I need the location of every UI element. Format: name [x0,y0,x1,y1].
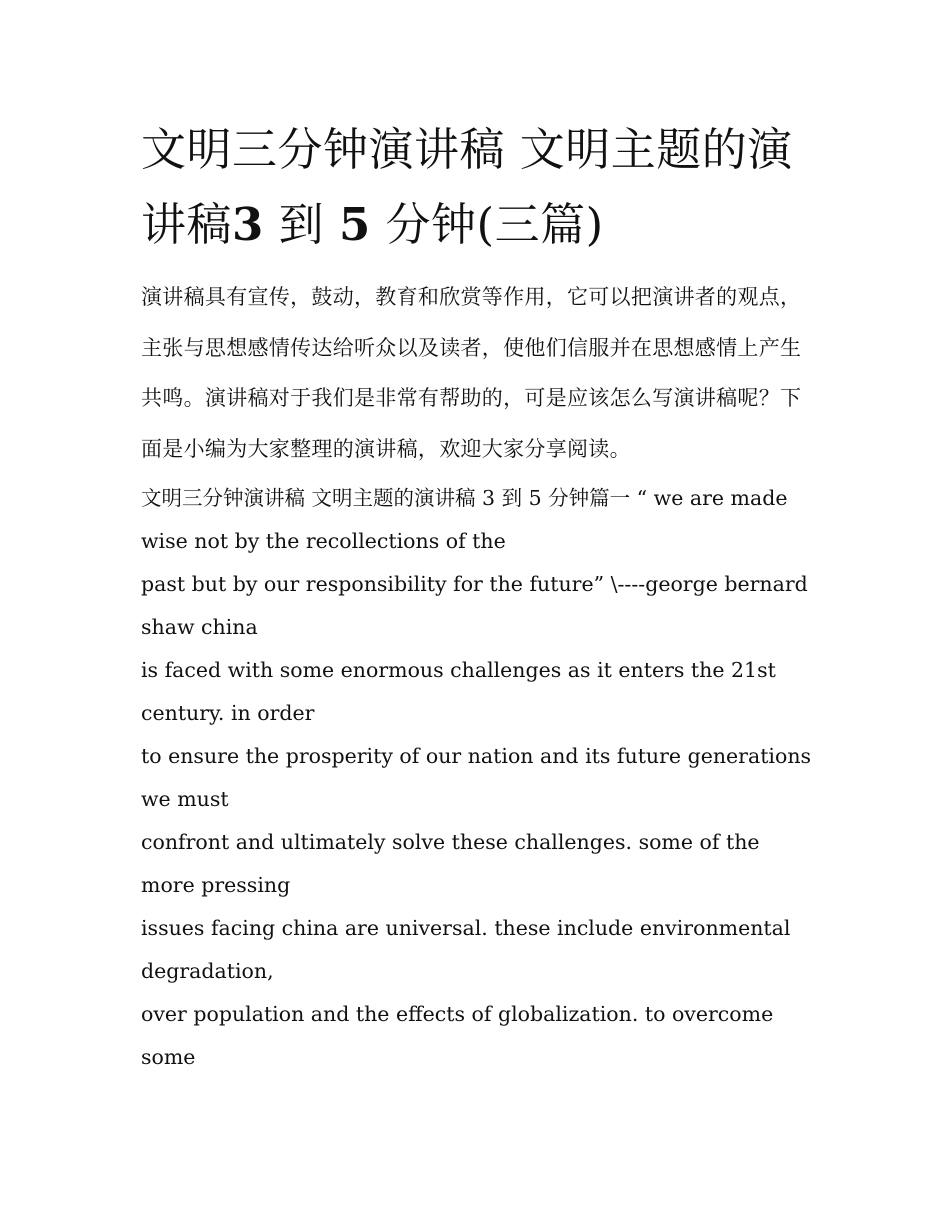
document-page [141,112,813,1079]
body-line: is faced with some enormous challenges as it enters the 21st century. in order [141,658,776,725]
document-title [141,112,813,262]
speech-body [141,477,813,1079]
title-number-2: 5 [338,198,371,251]
title-number-1: 3 [232,198,264,251]
body-line: to ensure the prosperity of our nation and its future generations we must [141,744,812,811]
title-text-1: 文明三分钟演讲稿 文明主题的演讲稿 [141,123,793,251]
body-line: confront and ultimately solve these challenges. some of the more pressing [141,830,760,897]
title-text-3: 分钟(三篇) [370,198,604,251]
body-line: issues facing china are universal. these include environmental degradation, [141,916,791,983]
body-line: over population and the effects of globalization. to overcome some [141,1002,774,1069]
body-line: past but by our responsibility for the future” \----george bernard shaw china [141,572,808,639]
intro-paragraph: 演讲稿具有宣传，鼓动，教育和欣赏等作用，它可以把演讲者的观点，主张与思想感情传达给听众以及读者，使他们信服并在思想感情上产生共鸣。演讲稿对于我们是非常有帮助的，可是应该怎么写演讲稿呢？下面是小编为大家整理的演讲稿，欢迎大家分享阅读。 [141,285,802,461]
title-text-2: 到 [263,198,339,251]
body-line: 文明三分钟演讲稿 文明主题的演讲稿 3 到 5 分钟篇一 “ we are made wise not by the recollections of the [141,486,788,553]
